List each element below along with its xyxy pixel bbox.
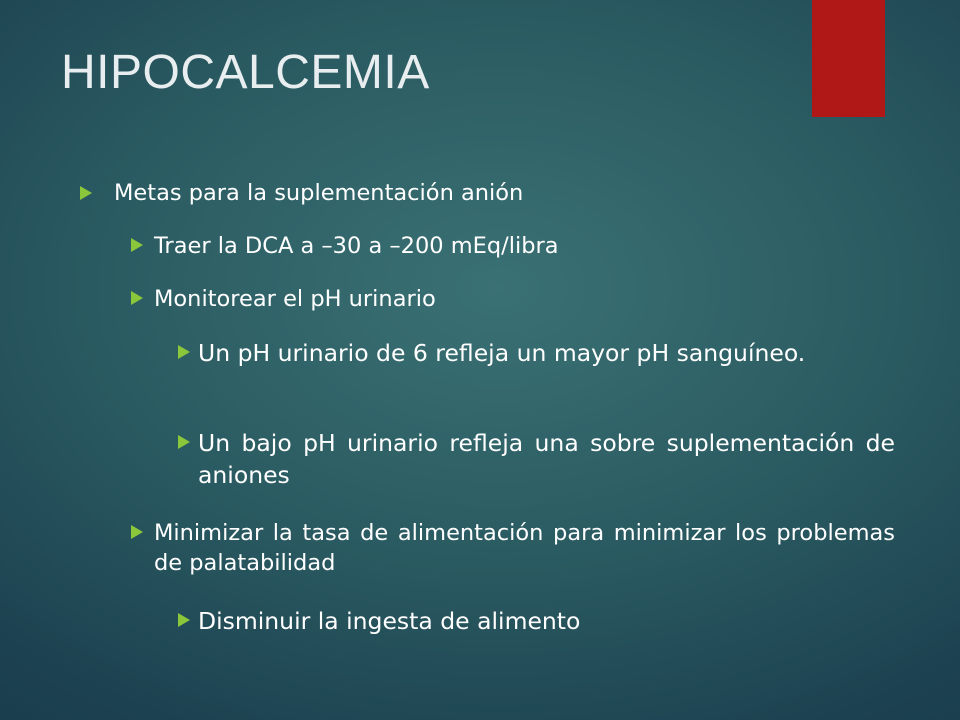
- arrow-right-icon: [80, 186, 92, 200]
- arrow-right-icon: [178, 345, 190, 359]
- arrow-right-icon: [131, 291, 143, 305]
- bullet-text: Traer la DCA a –30 a –200 mEq/libra: [154, 233, 559, 259]
- arrow-right-icon: [131, 525, 143, 539]
- arrow-right-icon: [178, 613, 190, 627]
- bullet-text: Minimizar la tasa de alimentación para minimizar los problemas de palatabilidad: [154, 520, 895, 576]
- bullet-item: [178, 605, 895, 637]
- bullet-text: Metas para la suplementación anión: [114, 180, 524, 206]
- accent-bar: [812, 0, 885, 117]
- bullet-item: [178, 337, 895, 369]
- bullet-item: [131, 231, 901, 261]
- slide-title: HIPOCALCEMIA: [61, 46, 430, 99]
- bullet-item: [178, 427, 895, 491]
- arrow-right-icon: [178, 435, 190, 449]
- bullet-item: [80, 178, 900, 208]
- bullet-item: [131, 284, 901, 314]
- arrow-right-icon: [131, 238, 143, 252]
- bullet-text: Un pH urinario de 6 refleja un mayor pH sanguíneo.: [198, 339, 806, 367]
- bullet-item: [131, 518, 895, 578]
- bullet-text: Disminuir la ingesta de alimento: [198, 607, 581, 635]
- bullet-text: Monitorear el pH urinario: [154, 286, 436, 312]
- bullet-text: Un bajo pH urinario refleja una sobre suplementación de aniones: [198, 429, 895, 489]
